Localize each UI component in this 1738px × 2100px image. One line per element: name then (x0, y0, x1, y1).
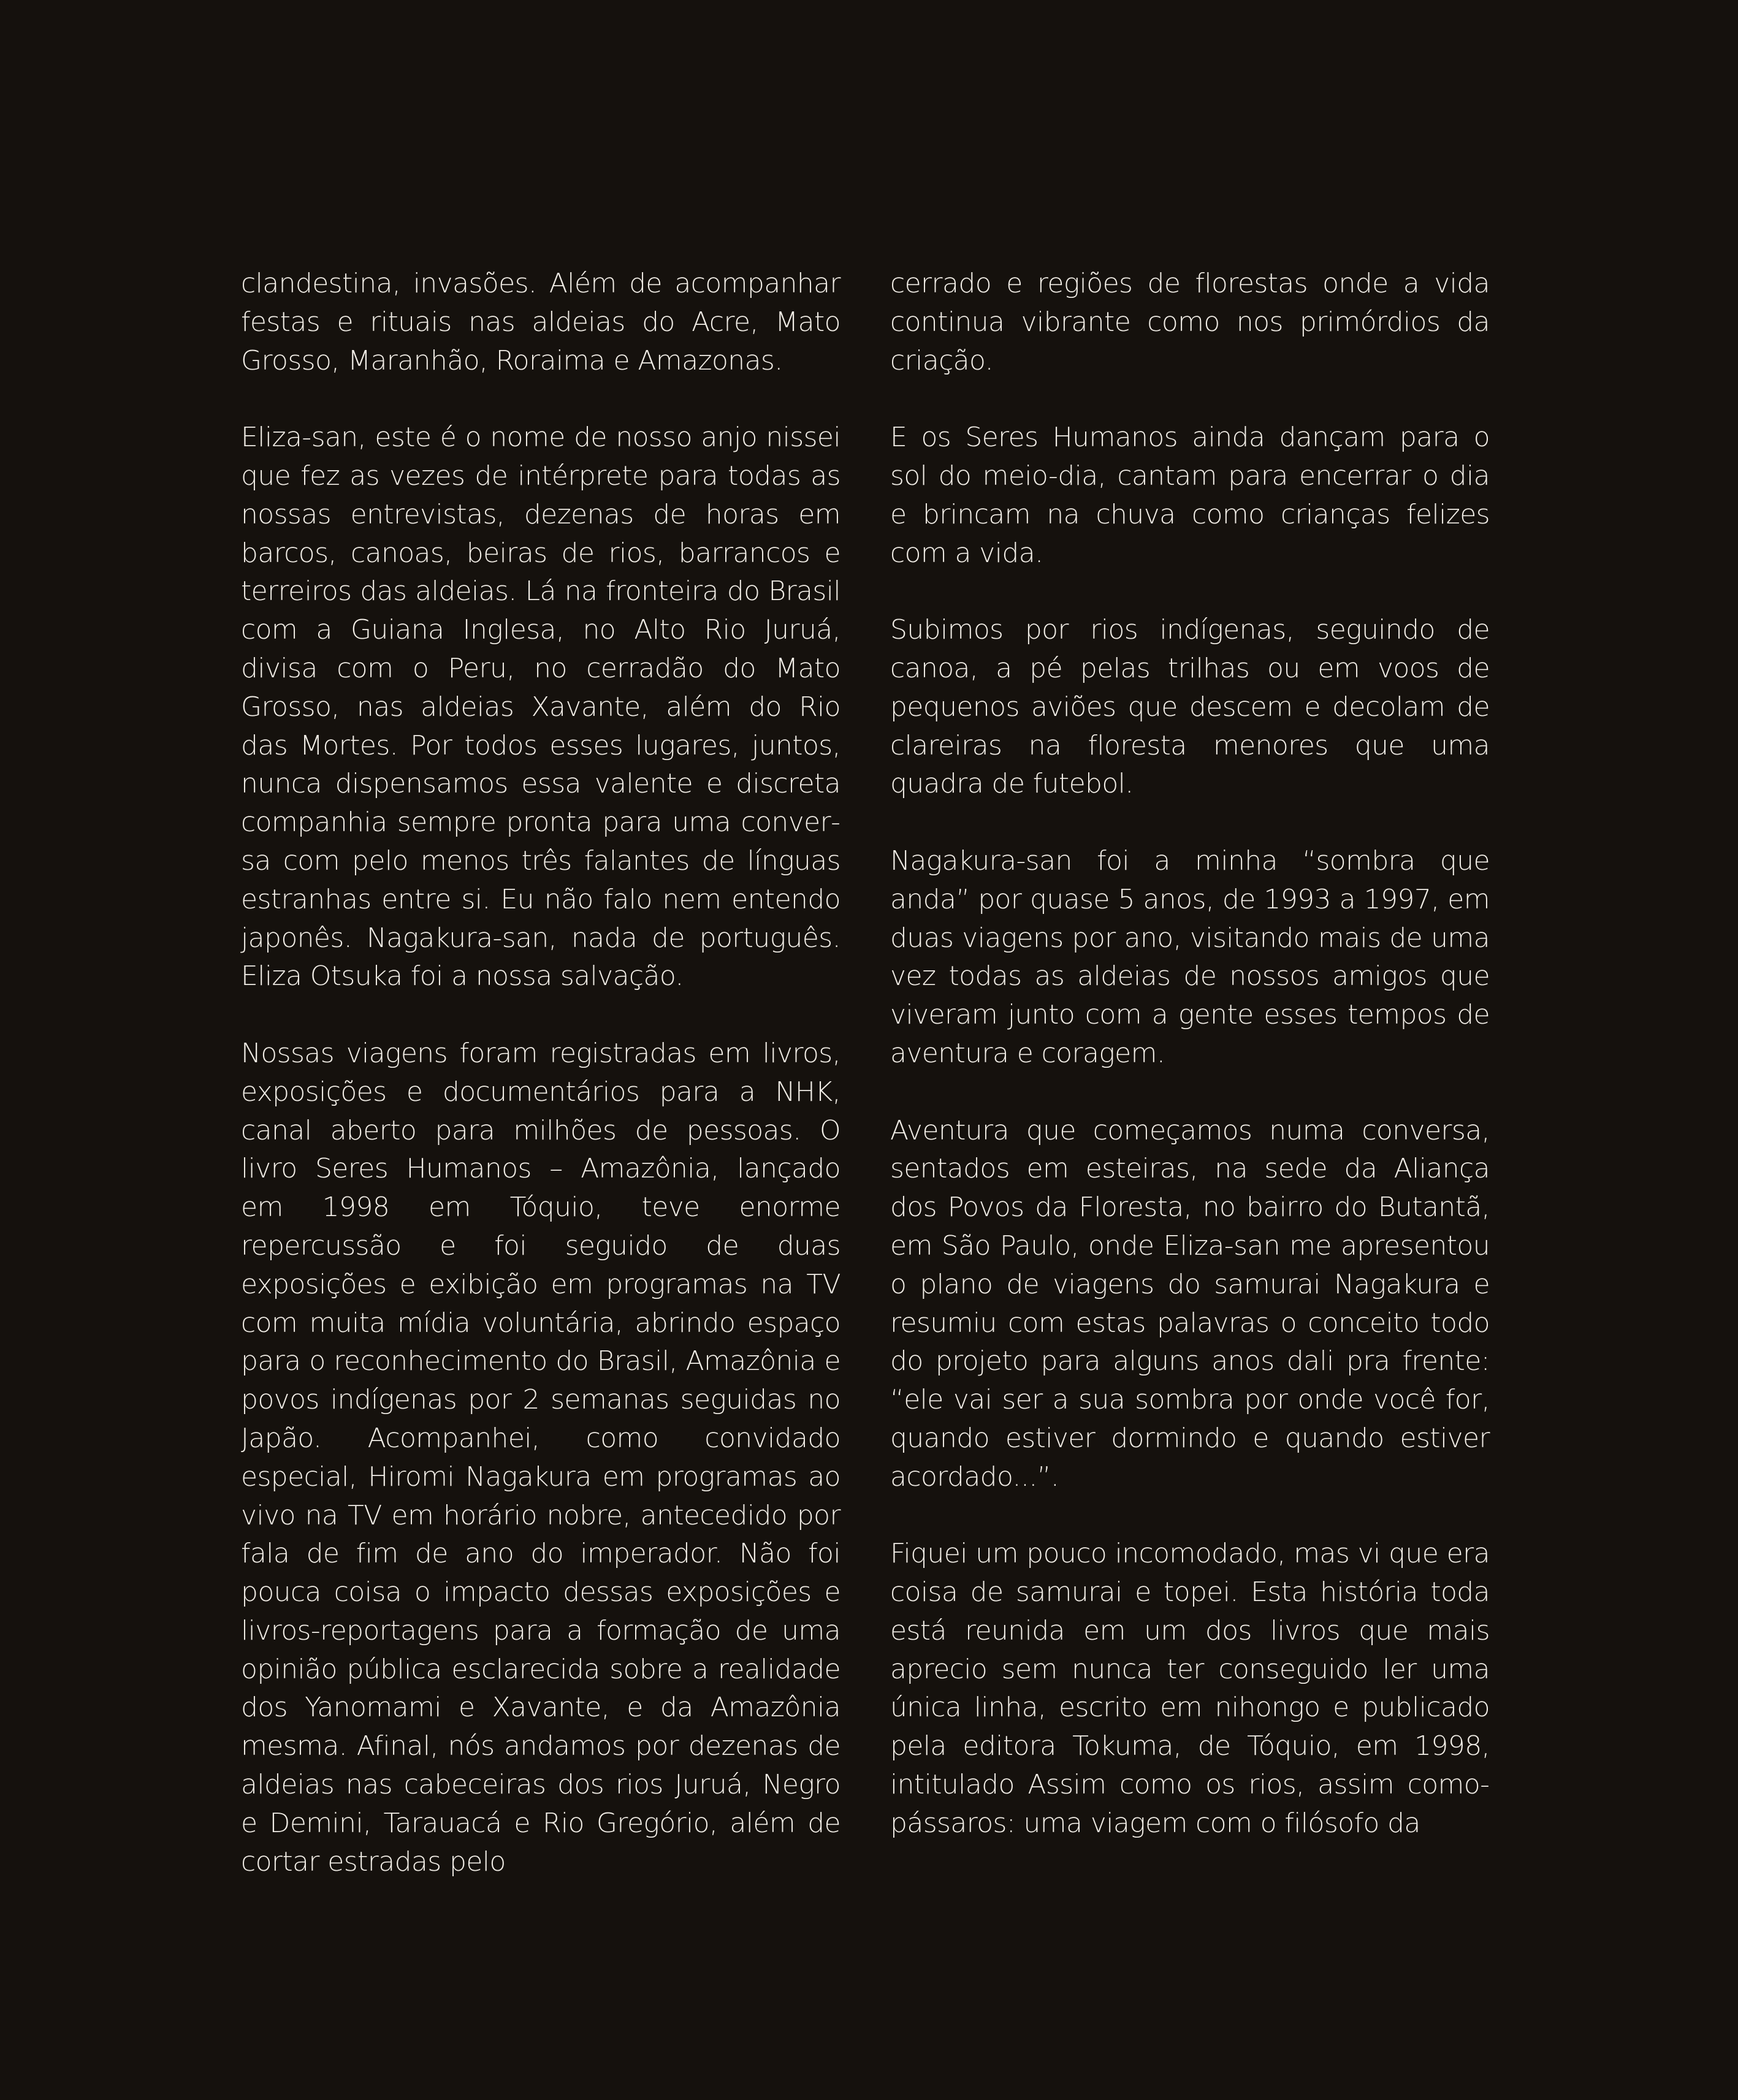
paragraph: clandestina, invasões. Além de acompanhar festas e rituais nas aldeias do Acre, Mato Grosso, Maranhão, Roraima e Amazonas. (241, 268, 840, 376)
paragraph: cerrado e regiões de florestas onde a vida continua vibrante como nos primórdios da criação. (890, 268, 1490, 376)
paragraph: Nagakura-san foi a minha “sombra que anda” por quase 5 anos, de 1993 a 1997, em duas viagens por ano, visitando mais de uma vez todas as aldeias de nossos amigos que viveram junto com a gente esses tempos de aventura e coragem. (890, 845, 1490, 1069)
paragraph: Eliza-san, este é o nome de nosso anjo nissei que fez as vezes de intérprete para todas as nossas entrevistas, dezenas de horas em barcos, canoas, beiras de rios, barrancos e terreiros das aldeias. Lá na fronteira do Brasil com a Guiana Inglesa, no Alto Rio Juruá, divisa com o Peru, no cerradão do Mato Grosso, nas aldeias Xavante, além do Rio das Mortes. Por todos esses lugares, juntos, nunca dispensamos essa valente e discreta companhia sempre pronta para uma conversa com pelo menos três falantes de línguas estranhas entre si. Eu não falo nem entendo japonês. Nagakura-san, nada de português. Eliza Otsuka foi a nossa salvação. (241, 422, 840, 992)
paragraph: Aventura que começamos numa conversa, sentados em esteiras, na sede da Aliança dos Povos da Floresta, no bairro do Butantã, em São Paulo, onde Eliza-san me apresentou o plano de viagens do samurai Nagakura e resumiu com estas palavras o conceito todo do projeto para alguns anos dali pra frente: “ele vai ser a sua sombra por onde você for, quando estiver dormindo e quando estiver acordado...”. (890, 1114, 1490, 1493)
paragraph: Nossas viagens foram registradas em livros, exposições e documentários para a NHK, canal aberto para milhões de pessoas. O livro Seres Humanos – Amazônia, lançado em 1998 em Tóquio, teve enorme repercussão e foi seguido de duas exposições e exibição em programas na TV com muita mídia voluntária, abrindo espaço para o reconhecimento do Brasil, Amazônia e povos indígenas por 2 semanas seguidas no Japão. Acompanhei, como convidado especial, Hiromi Nagakura em programas ao vivo na TV em horário nobre, antecedido por fala de fim de ano do imperador. Não foi pouca coisa o impacto dessas exposições e livros-reportagens para a formação de uma opinião pública esclarecida sobre a realidade dos Yanomami e Xavante, e da Amazônia mesma. Afinal, nós andamos por dezenas de aldeias nas cabeceiras dos rios Juruá, Negro e Demini, Tarauacá e Rio Gregório, além de cortar estradas pelo (241, 1037, 840, 1877)
right-text-column (890, 265, 1490, 1843)
paragraph: E os Seres Humanos ainda dançam para o sol do meio-dia, cantam para encerrar o dia e brincam na chuva como crianças felizes com a vida. (890, 422, 1490, 569)
left-text-column (241, 265, 840, 1881)
paragraph: Subimos por rios indígenas, seguindo de canoa, a pé pelas trilhas ou em voos de pequenos aviões que descem e decolam de clareiras na floresta menores que uma quadra de futebol. (890, 614, 1490, 800)
paragraph: Fiquei um pouco incomodado, mas vi que era coisa de samurai e topei. Esta história toda está reunida em um dos livros que mais aprecio sem nunca ter conseguido ler uma única linha, escrito em nihongo e publicado pela editora Tokuma, de Tóquio, em 1998, intitulado Assim como os rios, assim comopássaros: uma viagem com o filósofo da (890, 1538, 1490, 1839)
